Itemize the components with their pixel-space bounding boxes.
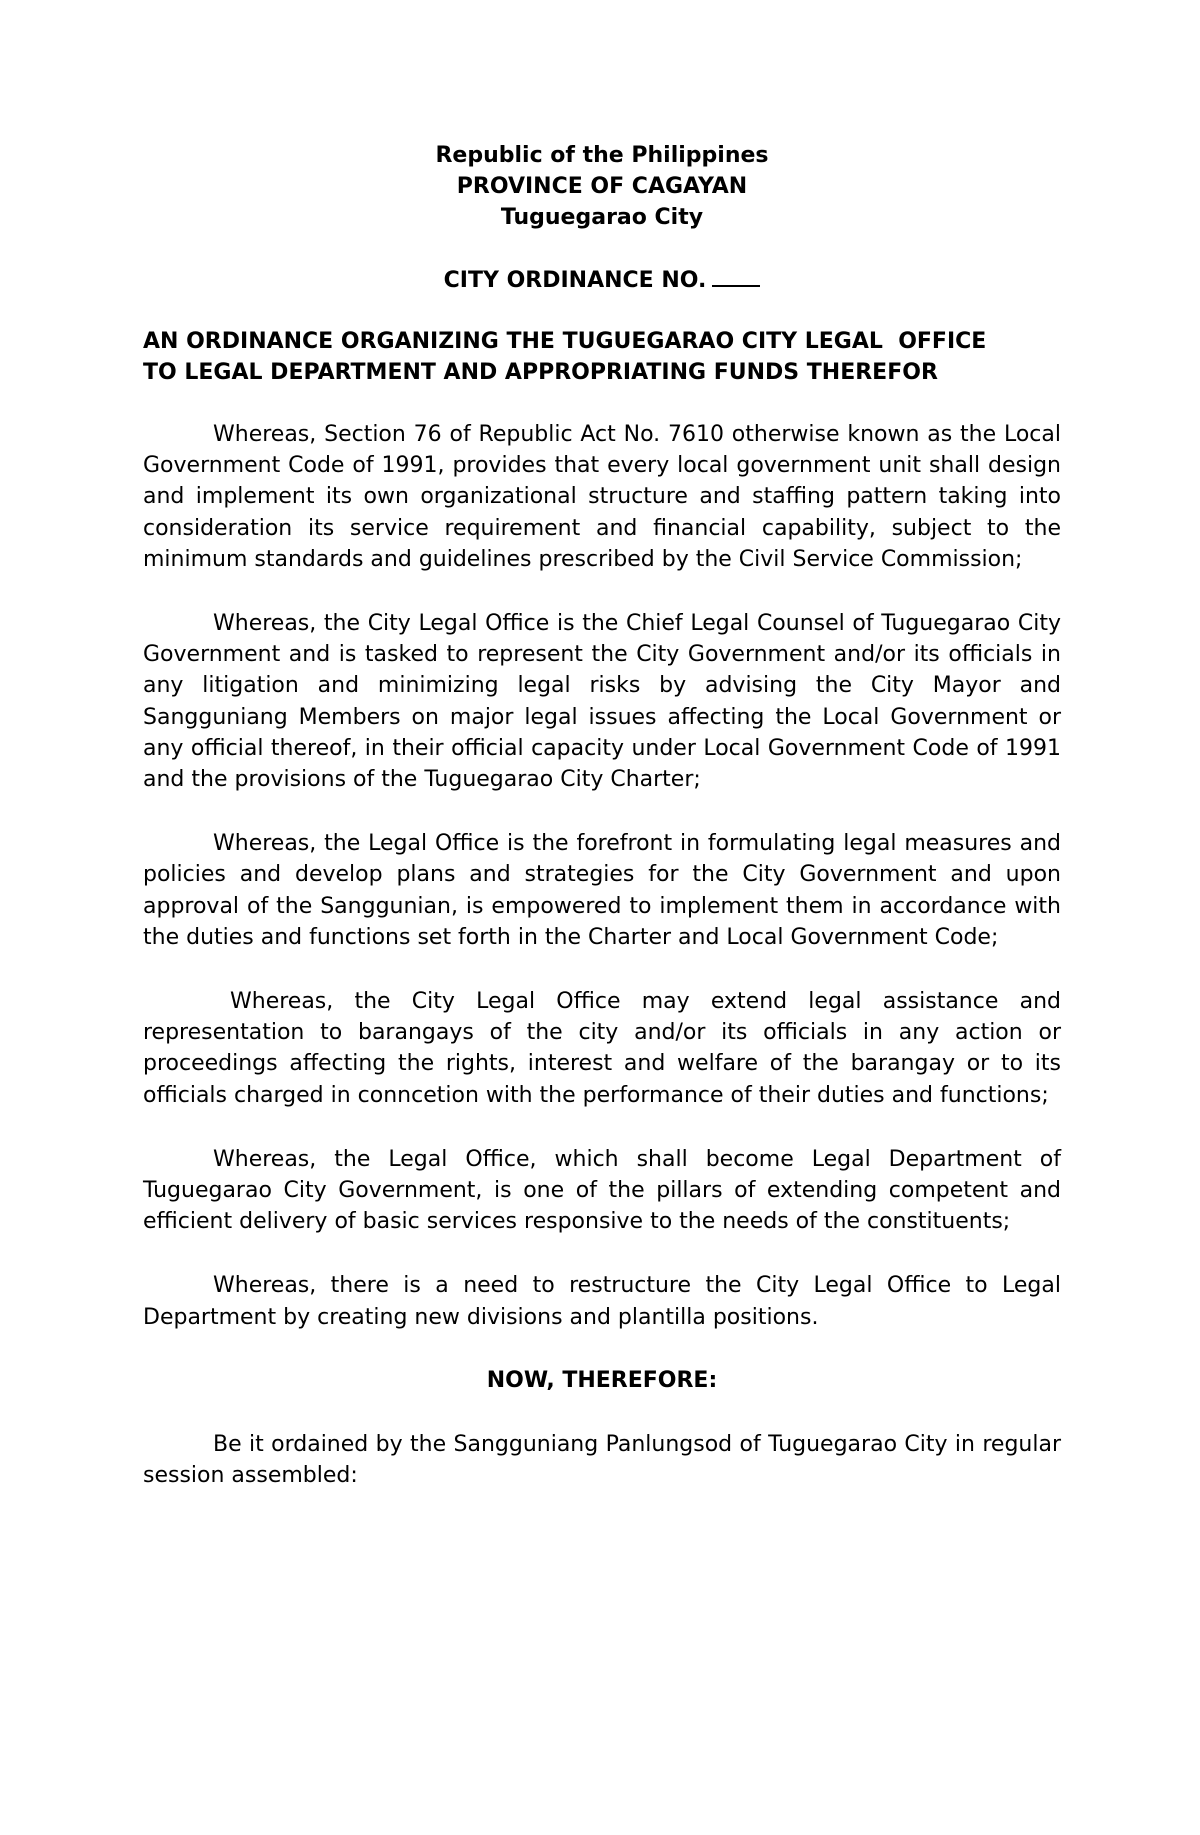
now-therefore-heading: NOW, THEREFORE: xyxy=(486,1367,718,1393)
whereas-paragraph-6: Whereas, there is a need to restructure the City Legal Office to Legal Department by creating new divisions and plantilla positions. xyxy=(143,1273,1061,1330)
ordinance-title xyxy=(143,326,1061,388)
whereas-paragraph-1: Whereas, Section 76 of Republic Act No. 7610 otherwise known as the Local Government Code of 1991, provides that every local government unit shall design and implement its own organizational structure and staffing pattern taking into consideration its service requirement and financial capability, subject to the minimum standards and guidelines prescribed by the Civil Service Commission; xyxy=(143,422,1061,572)
whereas-paragraph-3: Whereas, the Legal Office is the forefront in formulating legal measures and policies and develop plans and strategies for the City Government and upon approval of the Sanggunian, is empowered to implement them in accordance with the duties and functions set forth in the Charter and Local Government Code; xyxy=(143,831,1061,950)
ordinance-title-line-2: TO LEGAL DEPARTMENT AND APPROPRIATING FUNDS THEREFOR xyxy=(143,360,938,385)
document-page xyxy=(143,140,1061,1491)
ordained-paragraph: Be it ordained by the Sangguniang Panlungsod of Tuguegarao City in regular session assembled: xyxy=(143,1431,1061,1489)
header-city: Tuguegarao City xyxy=(500,205,704,230)
ordinance-number-blank xyxy=(712,263,760,287)
ordinance-number-label: CITY ORDINANCE NO. xyxy=(443,268,707,293)
whereas-paragraph-5: Whereas, the Legal Office, which shall become Legal Department of Tuguegarao City Government, is one of the pillars of extending competent and efficient delivery of basic services responsive to the needs of the constituents; xyxy=(143,1146,1061,1235)
ordinance-title-line-1: AN ORDINANCE ORGANIZING THE TUGUEGARAO CITY LEGAL OFFICE xyxy=(143,329,987,354)
whereas-paragraph-2: Whereas, the City Legal Office is the Chief Legal Counsel of Tuguegarao City Government and is tasked to represent the City Government and/or its officials in any litigation and minimizing legal risks by advising the City Mayor and Sangguniang Members on major legal issues affecting the Local Government or any official thereof, in their official capacity under Local Government Code of 1991 and the provisions of the Tuguegarao City Charter; xyxy=(143,611,1061,793)
ordinance-number xyxy=(143,263,1061,296)
header-republic: Republic of the Philippines xyxy=(435,143,769,168)
whereas-paragraph-4: Whereas, the City Legal Office may extend legal assistance and representation to barangays of the city and/or its officials in any action or proceedings affecting the rights, interest and welfare of the barangay or to its officials charged in conncetion with the performance of their duties and functions; xyxy=(143,989,1061,1108)
header-province: PROVINCE OF CAGAYAN xyxy=(456,174,748,199)
